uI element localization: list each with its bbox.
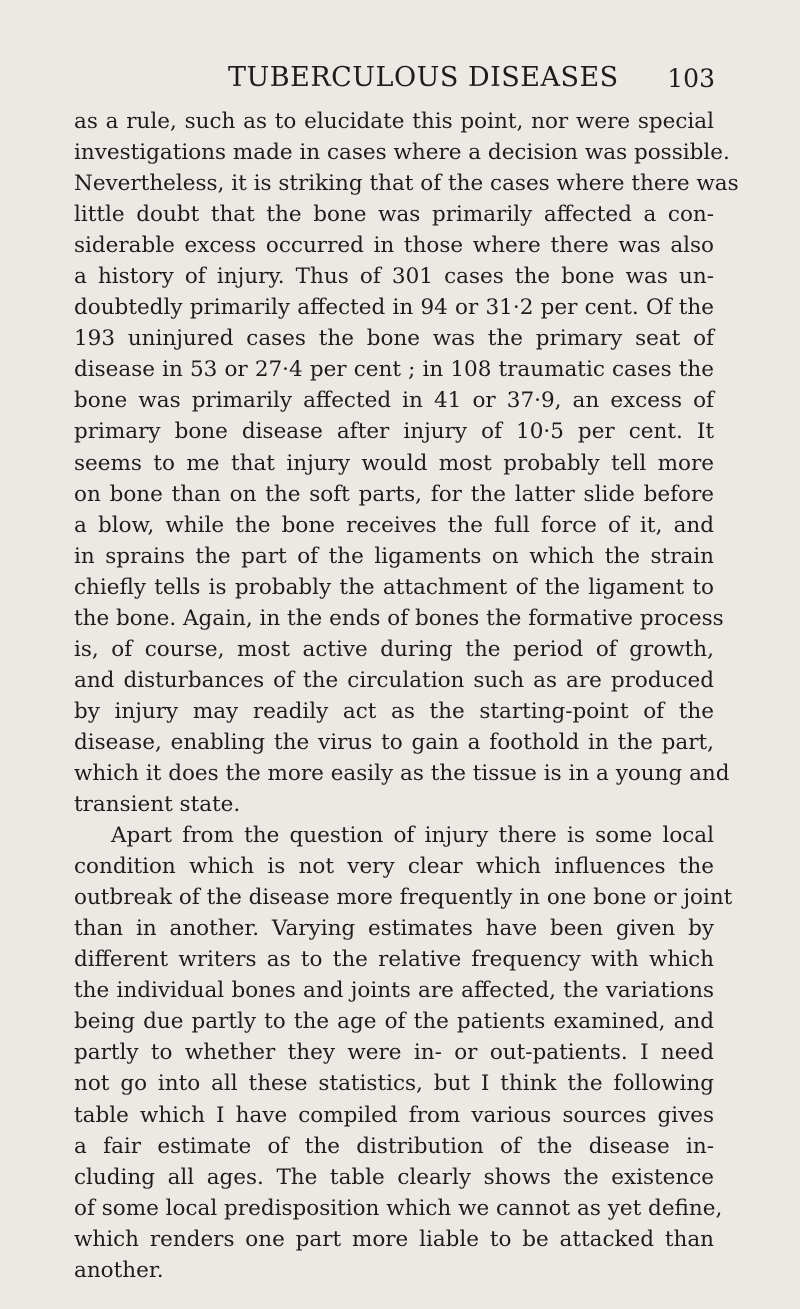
text-line: primary bone disease after injury of 10·5 per cent. It xyxy=(74,419,714,445)
text-line: doubtedly primarily affected in 94 or 31·2 per cent. Of the xyxy=(74,295,714,321)
text-line: not go into all these statistics, but I think the following xyxy=(74,1071,714,1097)
text-line: on bone than on the soft parts, for the latter slide before xyxy=(74,481,714,507)
text-line: and disturbances of the circulation such as are produced xyxy=(74,667,714,693)
text-line: little doubt that the bone was primarily affected a con- xyxy=(74,202,714,228)
text-line: a blow, while the bone receives the full force of it, and xyxy=(74,512,714,538)
text-line: investigations made in cases where a decision was possible. xyxy=(74,140,730,166)
text-line: by injury may readily act as the starting-point of the xyxy=(74,698,714,724)
text-line: of some local predisposition which we cannot as yet define, xyxy=(74,1195,723,1221)
text-line: outbreak of the disease more frequently in one bone or joint xyxy=(74,885,733,911)
text-line: seems to me that injury would most probably tell more xyxy=(74,450,714,476)
text-line: is, of course, most active during the period of growth, xyxy=(74,636,714,662)
text-line: which renders one part more liable to be attacked than xyxy=(74,1226,714,1252)
text-line: a fair estimate of the distribution of the disease in- xyxy=(74,1133,714,1159)
text-line: the bone. Again, in the ends of bones the formative process xyxy=(74,605,724,631)
text-line: a history of injury. Thus of 301 cases the bone was un- xyxy=(74,264,714,290)
paragraph-start-line: Apart from the question of injury there is some local xyxy=(111,823,714,849)
text-line: cluding all ages. The table clearly shows the existence xyxy=(74,1164,714,1190)
text-line: than in another. Varying estimates have been given by xyxy=(74,916,714,942)
text-line: Nevertheless, it is striking that of the cases where there was xyxy=(74,171,739,197)
text-line: the individual bones and joints are affected, the variations xyxy=(74,978,714,1004)
text-line: different writers as to the relative frequency with which xyxy=(74,947,714,973)
body-text xyxy=(74,106,739,1286)
paragraph-end-line: another. xyxy=(74,1257,164,1283)
text-line: which it does the more easily as the tissue is in a young and xyxy=(74,760,730,786)
text-line: as a rule, such as to elucidate this point, nor were special xyxy=(74,109,714,134)
text-line: disease, enabling the virus to gain a foothold in the part, xyxy=(74,729,714,755)
page-header xyxy=(0,62,800,98)
text-line: chiefly tells is probably the attachment of the ligament to xyxy=(74,574,714,600)
text-line: being due partly to the age of the patients examined, and xyxy=(74,1009,714,1035)
text-line: bone was primarily affected in 41 or 37·9, an excess of xyxy=(74,388,714,414)
text-line: disease in 53 or 27·4 per cent ; in 108 traumatic cases the xyxy=(74,357,714,383)
paragraph-end-line: transient state. xyxy=(74,792,241,818)
text-line: siderable excess occurred in those where there was also xyxy=(74,233,714,259)
page-number: 103 xyxy=(667,64,715,93)
text-line: table which I have compiled from various sources gives xyxy=(74,1102,714,1128)
text-line: 193 uninjured cases the bone was the primary seat of xyxy=(74,326,714,352)
text-line: condition which is not very clear which influences the xyxy=(74,854,714,880)
text-line: in sprains the part of the ligaments on which the strain xyxy=(74,543,714,569)
running-title: TUBERCULOUS DISEASES xyxy=(228,62,619,93)
text-line: partly to whether they were in- or out-patients. I need xyxy=(74,1040,714,1066)
